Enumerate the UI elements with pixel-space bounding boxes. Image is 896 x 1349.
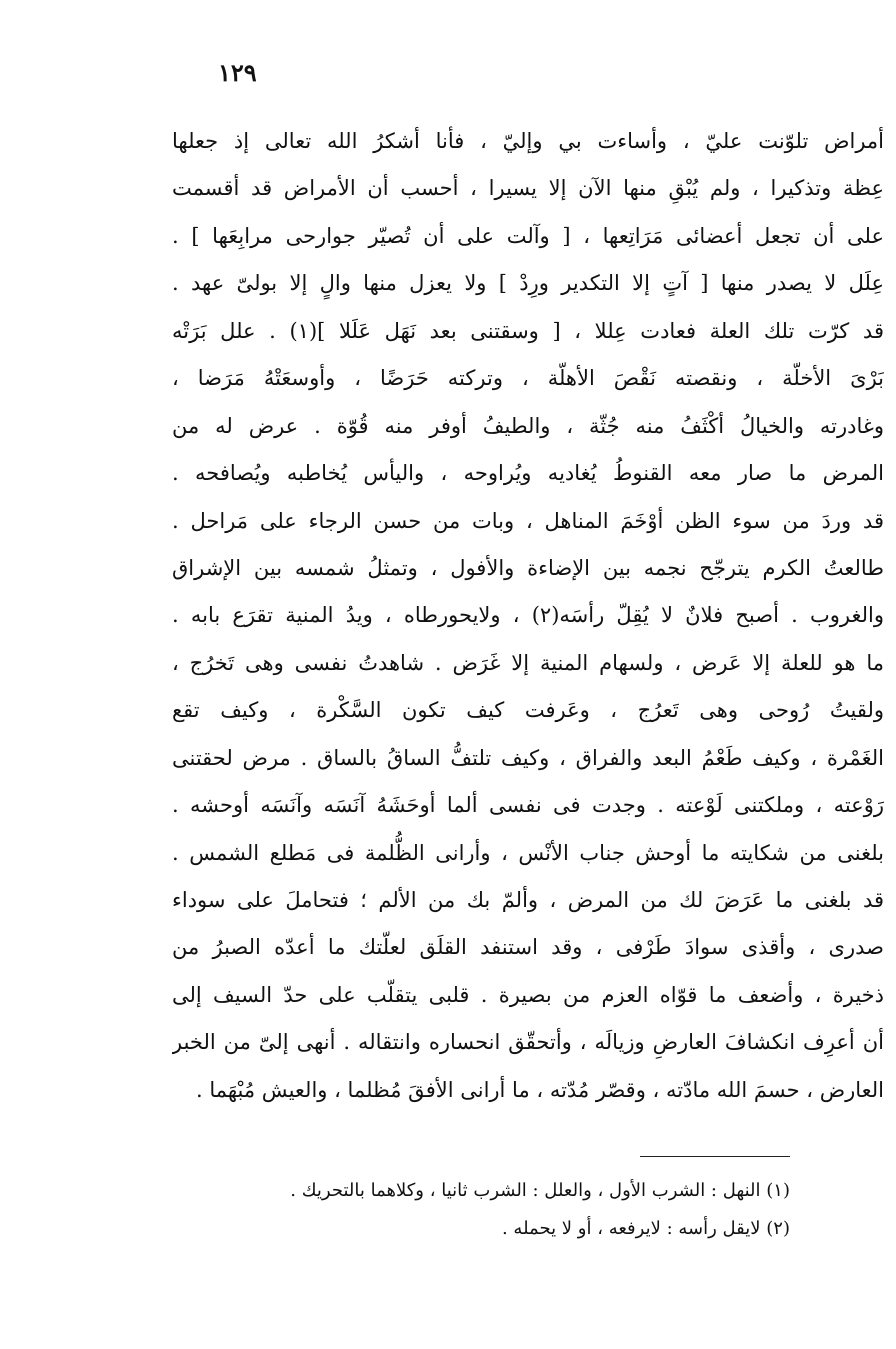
text-line: أمراض تلوّنت عليّ ، وأساءت بي وإليّ ، فأنا أشكرُ الله تعالى إذ جعلها — [172, 129, 884, 153]
text-line: بلغنى من شكايته ما أوحش جناب الأنْس ، وأرانى الظُّلمة فى مَطلع الشمس . — [172, 840, 884, 865]
footnote-1: (١) النهل : الشرب الأول ، والعلل : الشرب ثانيا ، وكلاهما بالتحريك . — [290, 1180, 790, 1201]
text-line: بَرْىَ الأخلّة ، ونقصته نَقْصَ الأهلّة ، وتركته حَرَضًا ، وأوسعَتْهُ مَرَضا ، — [172, 366, 884, 391]
text-line: قد بلغنى ما عَرَضَ لك من المرض ، وألمّ بك من الألم ؛ فتحاملَ على سوداء — [172, 888, 884, 912]
footnote-2: (٢) لايقل رأسه : لايرفعه ، أو لا يحمله . — [501, 1218, 790, 1239]
text-line: الغَمْرة ، وكيف طَعْمُ البعد والفراق ، وكيف تلتفُّ الساقُ بالساق . مرض لحقتنى — [172, 745, 884, 770]
text-line: صدرى ، وأقذى سوادَ طَرْفى ، وقد استنفد القلَق لعلّتك ما أعدّه الصبرُ من — [172, 935, 884, 960]
text-line: قد وردَ من سوء الظن أوْخَمَ المناهل ، وبات من حسن الرجاء على مَراحل . — [172, 508, 884, 533]
text-line: عِلَل لا يصدر منها [ آتٍ إلا التكدير ورِدْ ] ولا يعزل منها والٍ إلا بولىّ عهد . — [172, 271, 884, 296]
text-line: ذخيرة ، وأضعف ما قوّاه العزم من بصيرة . قلبى يتقلّب على حدّ السيف إلى — [172, 982, 884, 1007]
text-line: رَوْعته ، وملكتنى لَوْعته . وجدت فى نفسى ألما أوحَشَهُ آنَسَه وآنَسَه أوحشه . — [172, 793, 884, 818]
footnote-separator — [640, 1156, 790, 1157]
text-line: ما هو للعلة إلا عَرض ، ولسهام المنية إلا غَرَض . شاهدتُ نفسى وهى تَخرُج ، — [172, 650, 884, 675]
text-line: العارض ، حسمَ الله مادّته ، وقصّر مُدّته ، ما أرانى الأفقَ مُظلما ، والعيش مُبْهَما . — [195, 1077, 884, 1102]
text-line: أن أعرِف انكشافَ العارضِ وزيالَه ، وأتحقّق انحساره وانتقاله . أنهى إلىّ من الخبر — [172, 1030, 884, 1055]
text-line: ولقيتُ رُوحى وهى تَعرُج ، وعَرفت كيف تكون السَّكْرة ، وكيف تقع — [172, 698, 884, 723]
text-line: قد كرّت تلك العلة فعادت عِللا ، [ وسقتنى بعد نَهَل عَلَلا ](١) . علل بَرَتْه — [172, 318, 884, 343]
footnotes — [200, 1172, 790, 1248]
text-line: طالعتُ الكرم يترجّح نجمه بين الإضاءة والأفول ، وتمثلُ شمسه بين الإشراق — [172, 555, 884, 580]
page-number: ١٢٩ — [218, 58, 257, 87]
main-text-block — [172, 118, 884, 1114]
text-line: على أن تجعل أعضائى مَرَاتِعها ، [ وآلت على أن تُصيّر جوارحى مرابِعَها ] . — [172, 223, 884, 248]
text-line: والغروب . أصبح فلانٌ لا يُقِلّ رأسَه(٢) ، ولايحورطاه ، ويدُ المنية تقرَع بابه . — [172, 603, 884, 628]
text-line: المرض ما صار معه القنوطُ يُغاديه ويُراوحه ، واليأس يُخاطبه ويُصافحه . — [172, 461, 884, 486]
text-line: عِظة وتذكيرا ، ولم يُبْقِ منها الآن إلا يسيرا ، أحسب أن الأمراض قد أقسمت — [172, 176, 884, 201]
text-line: وغادرته والخيالُ أكْثَفُ منه جُثّة ، والطيفُ أوفر منه قُوّة . عرض له من — [172, 413, 884, 438]
